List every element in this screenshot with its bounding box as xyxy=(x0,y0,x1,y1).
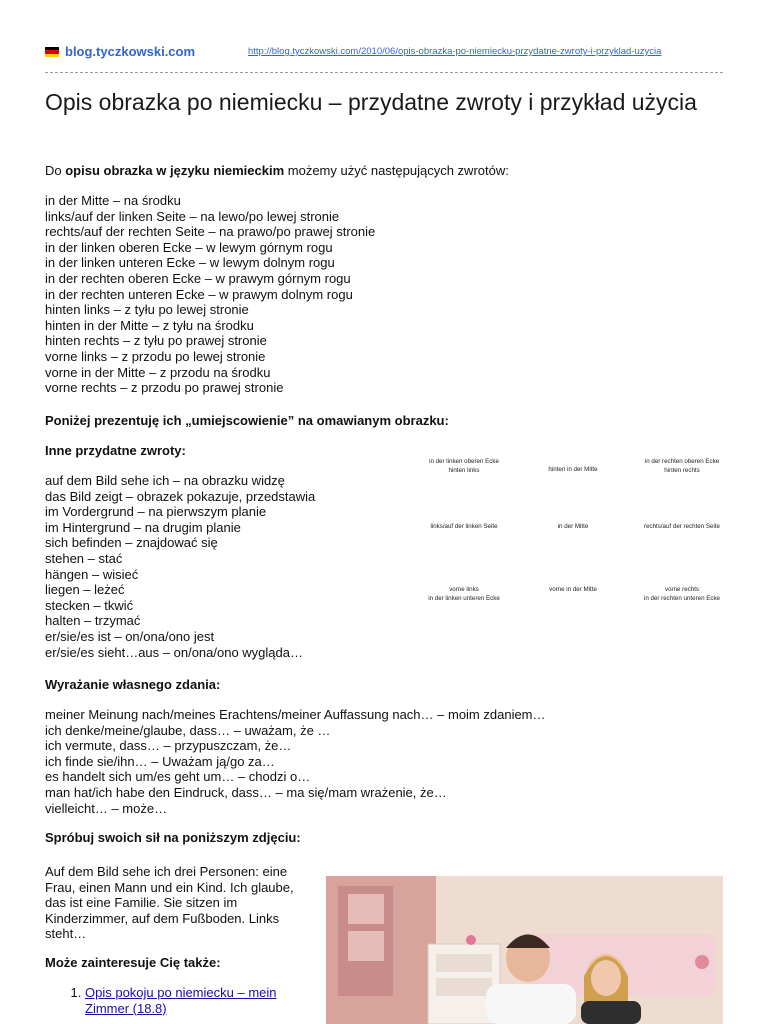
opinion-phrases-list xyxy=(45,707,546,816)
cell-label: links/auf der linken Seite xyxy=(430,523,498,530)
position-phrases-list xyxy=(45,193,375,396)
intro-pre: Do xyxy=(45,163,66,178)
cell-label: in der Mitte xyxy=(557,523,589,530)
list-item: stehen – stać xyxy=(45,550,123,566)
list-item: es handelt sich um/es geht um… – chodzi o… xyxy=(45,769,311,785)
list-item: rechts/auf der rechten Seite – na prawo/po prawej stronie xyxy=(45,224,376,240)
intro-bold: opisu obrazka w języku niemieckim xyxy=(65,163,285,178)
list-item: auf dem Bild sehe ich – na obrazku widzę xyxy=(45,473,285,488)
list-item: ich finde sie/ihn… – Uważam ją/go za… xyxy=(45,753,275,769)
german-flag-icon xyxy=(45,47,59,57)
list-item: in der linken oberen Ecke – w lewym górnym rogu xyxy=(45,239,333,255)
cell-label: in der linken oberen Ecke xyxy=(429,458,499,465)
list-item: vorne in der Mitte – z przodu na środku xyxy=(45,364,271,380)
list-item: in der rechten oberen Ecke – w prawym górnym rogu xyxy=(45,270,351,286)
list-item: er/sie/es sieht…aus – on/ona/ono wygląda… xyxy=(45,644,303,660)
list-item: halten – trzymać xyxy=(45,613,141,629)
intro-post: możemy użyć następujących zwrotów: xyxy=(284,163,509,178)
header-divider xyxy=(45,72,723,73)
list-item: das Bild zeigt – obrazek pokazuje, przedstawia xyxy=(45,488,316,504)
opinion-heading: Wyrażanie własnego zdania: xyxy=(45,677,221,692)
list-item: ich vermute, dass… – przypuszczam, że… xyxy=(45,738,292,754)
list-item: vielleicht… – może… xyxy=(45,800,168,816)
related-list xyxy=(45,985,315,1016)
placement-diagram xyxy=(412,455,730,615)
list-item: in der Mitte – na środku xyxy=(45,193,181,208)
list-item: hinten links – z tyłu po lewej stronie xyxy=(45,302,249,318)
list-item: er/sie/es ist – on/ona/ono jest xyxy=(45,628,215,644)
list-item: in der linken unteren Ecke – w lewym dolnym rogu xyxy=(45,255,335,271)
cell-label: in der rechten unteren Ecke xyxy=(643,594,720,602)
list-item xyxy=(85,985,315,1016)
page-title: Opis obrazka po niemiecku – przydatne zwroty i przykład użycia xyxy=(45,89,697,115)
list-item: hängen – wisieć xyxy=(45,566,139,582)
cell-label: rechts/auf der rechten Seite xyxy=(643,523,720,530)
list-item: sich befinden – znajdować się xyxy=(45,535,218,551)
cell-top-center xyxy=(521,466,625,475)
list-item: im Vordergrund – na pierwszym planie xyxy=(45,504,267,520)
page-url-link[interactable]: http://blog.tyczkowski.com/2010/06/opis-obrazka-po-niemiecku-przydatne-zwroty-i-przyklad-uzycia xyxy=(248,46,662,57)
list-item: hinten in der Mitte – z tyłu na środku xyxy=(45,317,254,333)
cell-bottom-left xyxy=(412,586,516,603)
cell-mid-left xyxy=(412,523,516,532)
cell-label: hinten in der Mitte xyxy=(548,466,598,473)
cell-label: in der linken unteren Ecke xyxy=(428,594,500,602)
list-item: in der rechten unteren Ecke – w prawym dolnym rogu xyxy=(45,286,353,302)
cell-mid-center xyxy=(521,523,625,532)
cell-label: hinten links xyxy=(448,466,480,474)
intro-paragraph xyxy=(45,163,509,179)
cell-bottom-right xyxy=(630,586,734,603)
page-header xyxy=(45,44,723,62)
cell-label: vorne links xyxy=(449,586,479,593)
site-link[interactable]: blog.tyczkowski.com xyxy=(65,44,196,59)
list-item: links/auf der linken Seite – na lewo/po lewej stronie xyxy=(45,208,340,224)
related-heading: Może zainteresuje Cię także: xyxy=(45,955,221,970)
cell-top-right xyxy=(630,458,734,475)
cell-label: vorne in der Mitte xyxy=(549,586,597,593)
other-phrases-heading: Inne przydatne zwroty: xyxy=(45,443,186,458)
cell-label: vorne rechts xyxy=(664,586,700,593)
cell-top-left xyxy=(412,458,516,475)
list-item: vorne rechts – z przodu po prawej stronie xyxy=(45,380,284,396)
list-item: liegen – leżeć xyxy=(45,582,125,598)
list-item: im Hintergrund – na drugim planie xyxy=(45,519,241,535)
list-item: vorne links – z przodu po lewej stronie xyxy=(45,348,266,364)
related-link[interactable]: Opis pokoju po niemiecku – mein Zimmer (18.8) xyxy=(85,985,277,1016)
list-item: man hat/ich habe den Eindruck, dass… – ma się/mam wrażenie, że… xyxy=(45,784,447,800)
try-heading: Spróbuj swoich sił na poniższym zdjęciu: xyxy=(45,830,301,845)
family-photo xyxy=(326,876,723,1024)
cell-label: in der rechten oberen Ecke xyxy=(644,458,720,465)
family-photo-illustration xyxy=(326,876,723,1024)
list-item: hinten rechts – z tyłu po prawej stronie xyxy=(45,333,267,349)
other-phrases-list xyxy=(45,473,315,660)
list-item: meiner Meinung nach/meines Erachtens/meiner Auffassung nach… – moim zdaniem… xyxy=(45,707,546,722)
list-item: stecken – tkwić xyxy=(45,597,134,613)
list-item: ich denke/meine/glaube, dass… – uważam, że … xyxy=(45,722,331,738)
placement-heading: Poniżej prezentuję ich „umiejscowienie” na omawianym obrazku: xyxy=(45,413,449,428)
cell-bottom-center xyxy=(521,586,625,595)
cell-label: hinten rechts xyxy=(664,466,700,474)
cell-mid-right xyxy=(630,523,734,532)
example-paragraph: Auf dem Bild sehe ich drei Personen: eine Frau, einen Mann und ein Kind. Ich glaube, das ist eine Familie. Sie sitzen im Kinderzimmer, auf dem Fußboden. Links steht… xyxy=(45,864,294,942)
